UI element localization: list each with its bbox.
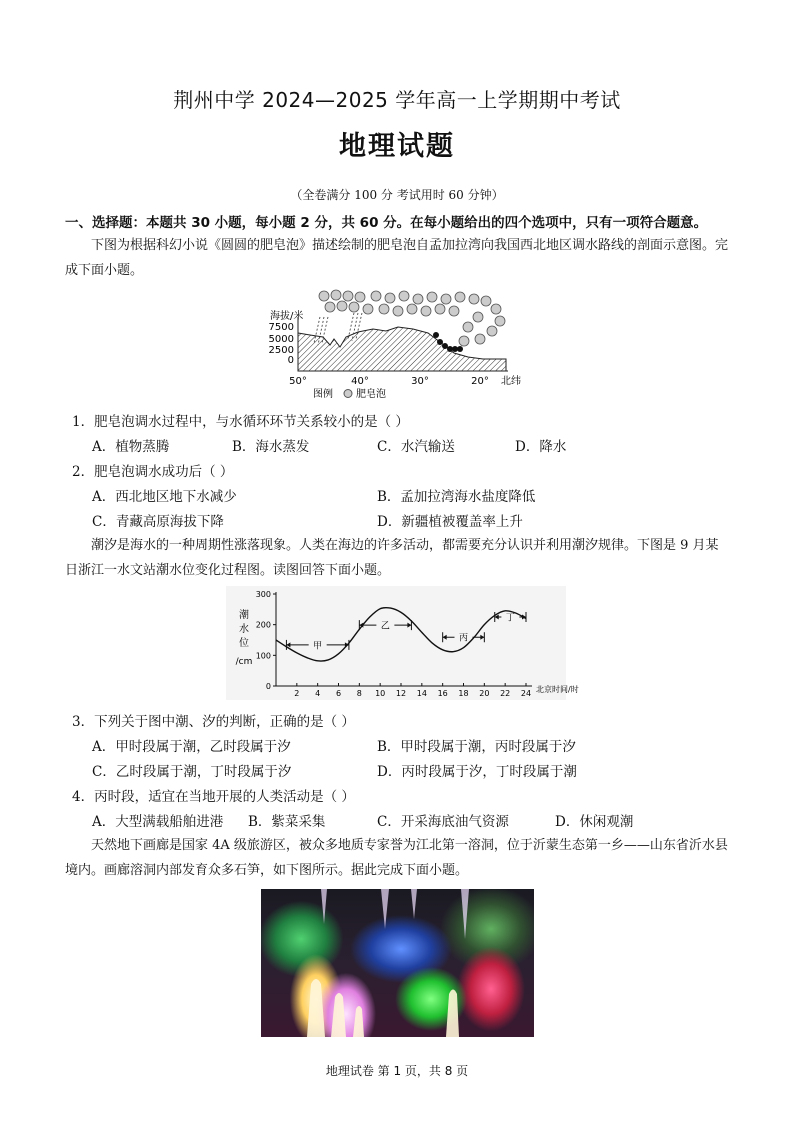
question-4: 4．丙时段，适宜在当地开展的人类活动是（ ）	[72, 789, 355, 805]
terrain-profile	[298, 327, 506, 371]
fig1-legend-item: 肥皂泡	[356, 389, 386, 400]
q1-option-b[interactable]: B．海水蒸发	[232, 439, 310, 455]
fig1-xtick: 30°	[411, 376, 429, 387]
tide-x-tick-label: 6	[335, 689, 342, 698]
tide-chart	[226, 586, 579, 700]
exam-title: 荆州中学 2024—2025 学年高一上学期期中考试	[173, 88, 621, 112]
soap-bubble	[355, 292, 365, 302]
soap-bubble	[427, 292, 437, 302]
tide-series-line	[276, 608, 526, 661]
soap-bubble	[413, 294, 423, 304]
q1-option-c[interactable]: C．水汽输送	[377, 439, 455, 455]
period-label: 丙	[458, 633, 469, 644]
exam-note: （全卷满分 100 分 考试用时 60 分钟）	[290, 188, 504, 202]
q3-option-d[interactable]: D．丙时段属于汐，丁时段属于潮	[377, 764, 577, 780]
fig1-ytick: 7500	[268, 322, 294, 333]
soap-bubble	[325, 302, 335, 312]
q4-option-d[interactable]: D．休闲观潮	[555, 814, 634, 830]
period-label: 甲	[313, 641, 323, 652]
tide-x-tick-label: 14	[416, 689, 427, 698]
soap-bubble	[379, 304, 389, 314]
soap-bubble	[459, 336, 469, 346]
fig1-legend: 图例	[313, 389, 333, 400]
soap-bubble	[349, 302, 359, 312]
q2-option-d[interactable]: D．新疆植被覆盖率上升	[377, 514, 523, 530]
page-footer: 地理试卷 第 1 页，共 8 页	[325, 1064, 469, 1078]
tide-y-tick-label: 200	[255, 620, 271, 630]
fig1-ytick: 0	[287, 355, 294, 366]
period-arrowhead	[443, 635, 447, 640]
soap-bubble	[455, 292, 465, 302]
tide-x-tick-label: 10	[375, 689, 386, 698]
soap-bubble	[371, 291, 381, 301]
tide-x-axis-label: 北京时间/时	[536, 685, 579, 694]
soap-bubble	[407, 304, 417, 314]
fig1-ytick: 5000	[268, 334, 294, 345]
soap-bubble	[475, 334, 485, 344]
tide-x-tick-label: 20	[479, 689, 490, 698]
tide-y-label-unit: /cm	[235, 657, 253, 667]
soap-bubble	[449, 306, 459, 316]
fig1-xtick: 50°	[289, 376, 307, 387]
soap-bubble	[441, 294, 451, 304]
question-3: 3．下列关于图中潮、汐的判断，正确的是（ ）	[72, 714, 355, 730]
soap-bubble	[487, 326, 497, 336]
soap-bubble	[363, 304, 373, 314]
tide-y-tick-label: 0	[265, 682, 271, 691]
fig1-ytick: 2500	[268, 345, 294, 356]
intro-paragraph-1: 下图为根据科幻小说《圆圆的肥皂泡》描述绘制的肥皂泡自孟加拉湾向我国西北地区调水路线的剖面示意图。完成下面小题。	[65, 238, 729, 278]
period-arrowhead	[407, 623, 411, 628]
period-label: 丁	[505, 613, 515, 624]
profile-figure	[268, 287, 528, 399]
soap-bubble	[337, 301, 347, 311]
q4-option-c[interactable]: C．开采海底油气资源	[377, 814, 509, 830]
soap-bubble	[399, 291, 409, 301]
legend-bubble-icon	[344, 390, 352, 398]
section-title: 一、选择题：本题共 30 小题，每小题 2 分，共 60 分。在每小题给出的四个选项中，只有一项符合题意。	[65, 215, 708, 231]
tide-y-label-char: 水	[239, 624, 249, 635]
soap-bubble	[421, 306, 431, 316]
q1-option-d[interactable]: D．降水	[515, 439, 567, 455]
soap-bubble	[463, 322, 473, 332]
fig1-xunit: 北纬	[501, 376, 521, 387]
tide-x-tick-label: 12	[395, 689, 407, 698]
question-2: 2．肥皂泡调水成功后（ ）	[72, 464, 234, 480]
q1-option-a[interactable]: A．植物蒸腾	[92, 439, 170, 455]
soap-bubble	[481, 296, 491, 306]
fig1-ylabel: 海拔/米	[270, 311, 304, 322]
tide-y-tick-label: 300	[255, 590, 271, 599]
tide-y-tick-label: 100	[255, 651, 271, 661]
q3-option-a[interactable]: A．甲时段属于潮，乙时段属于汐	[92, 739, 291, 755]
question-1: 1．肥皂泡调水过程中，与水循环环节关系较小的是（ ）	[72, 414, 409, 430]
tide-y-label-char: 潮	[239, 610, 249, 621]
tide-x-tick-label: 18	[458, 689, 469, 698]
soap-bubble	[495, 316, 505, 326]
fig1-xtick: 40°	[351, 376, 369, 387]
q4-option-b[interactable]: B．紫菜采集	[248, 814, 326, 830]
tide-x-tick-label: 24	[520, 689, 532, 698]
period-label: 乙	[380, 621, 390, 632]
tide-x-tick-label: 8	[356, 689, 362, 698]
q2-option-b[interactable]: B．孟加拉湾海水盐度降低	[377, 489, 536, 505]
q3-option-b[interactable]: B．甲时段属于潮，丙时段属于汐	[377, 739, 576, 755]
tide-x-tick-label: 16	[437, 689, 448, 698]
intro-paragraph-2: 潮汐是海水的一种周期性涨落现象。人类在海边的许多活动，都需要充分认识并利用潮汐规律。下图是 9 月某日浙江一水文站潮水位变化过程图。读图回答下面小题。	[65, 538, 719, 578]
tide-x-tick-label: 22	[500, 689, 511, 698]
soap-bubble	[435, 304, 445, 314]
tide-x-tick-label: 4	[315, 689, 321, 698]
period-arrowhead	[480, 635, 484, 640]
cave-stalagmite-photo	[261, 889, 534, 1037]
soap-bubble	[385, 293, 395, 303]
soap-bubble	[491, 304, 501, 314]
q2-option-c[interactable]: C．青藏高原海拔下降	[92, 514, 224, 530]
subject-title: 地理试题	[339, 131, 455, 162]
soap-bubble	[331, 290, 341, 300]
q3-option-c[interactable]: C．乙时段属于潮，丁时段属于汐	[92, 764, 292, 780]
soap-bubble	[319, 291, 329, 301]
soap-bubble	[469, 294, 479, 304]
tide-y-label-char: 位	[239, 638, 249, 649]
tide-x-tick-label: 2	[294, 689, 300, 698]
soap-bubble	[473, 312, 483, 322]
tide-ylabel	[236, 608, 253, 667]
q2-option-a[interactable]: A．西北地区地下水减少	[92, 489, 237, 505]
soap-bubble	[343, 291, 353, 301]
q4-option-a[interactable]: A．大型满载船舶进港	[92, 814, 224, 830]
soap-bubble	[393, 306, 403, 316]
intro-paragraph-3: 天然地下画廊是国家 4A 级旅游区，被众多地质专家誉为江北第一溶洞，位于沂蒙生态第一乡——山东省沂水县境内。画廊溶洞内部发育众多石笋，如下图所示。据此完成下面小题。	[65, 838, 728, 878]
fig1-xtick: 20°	[471, 376, 489, 387]
